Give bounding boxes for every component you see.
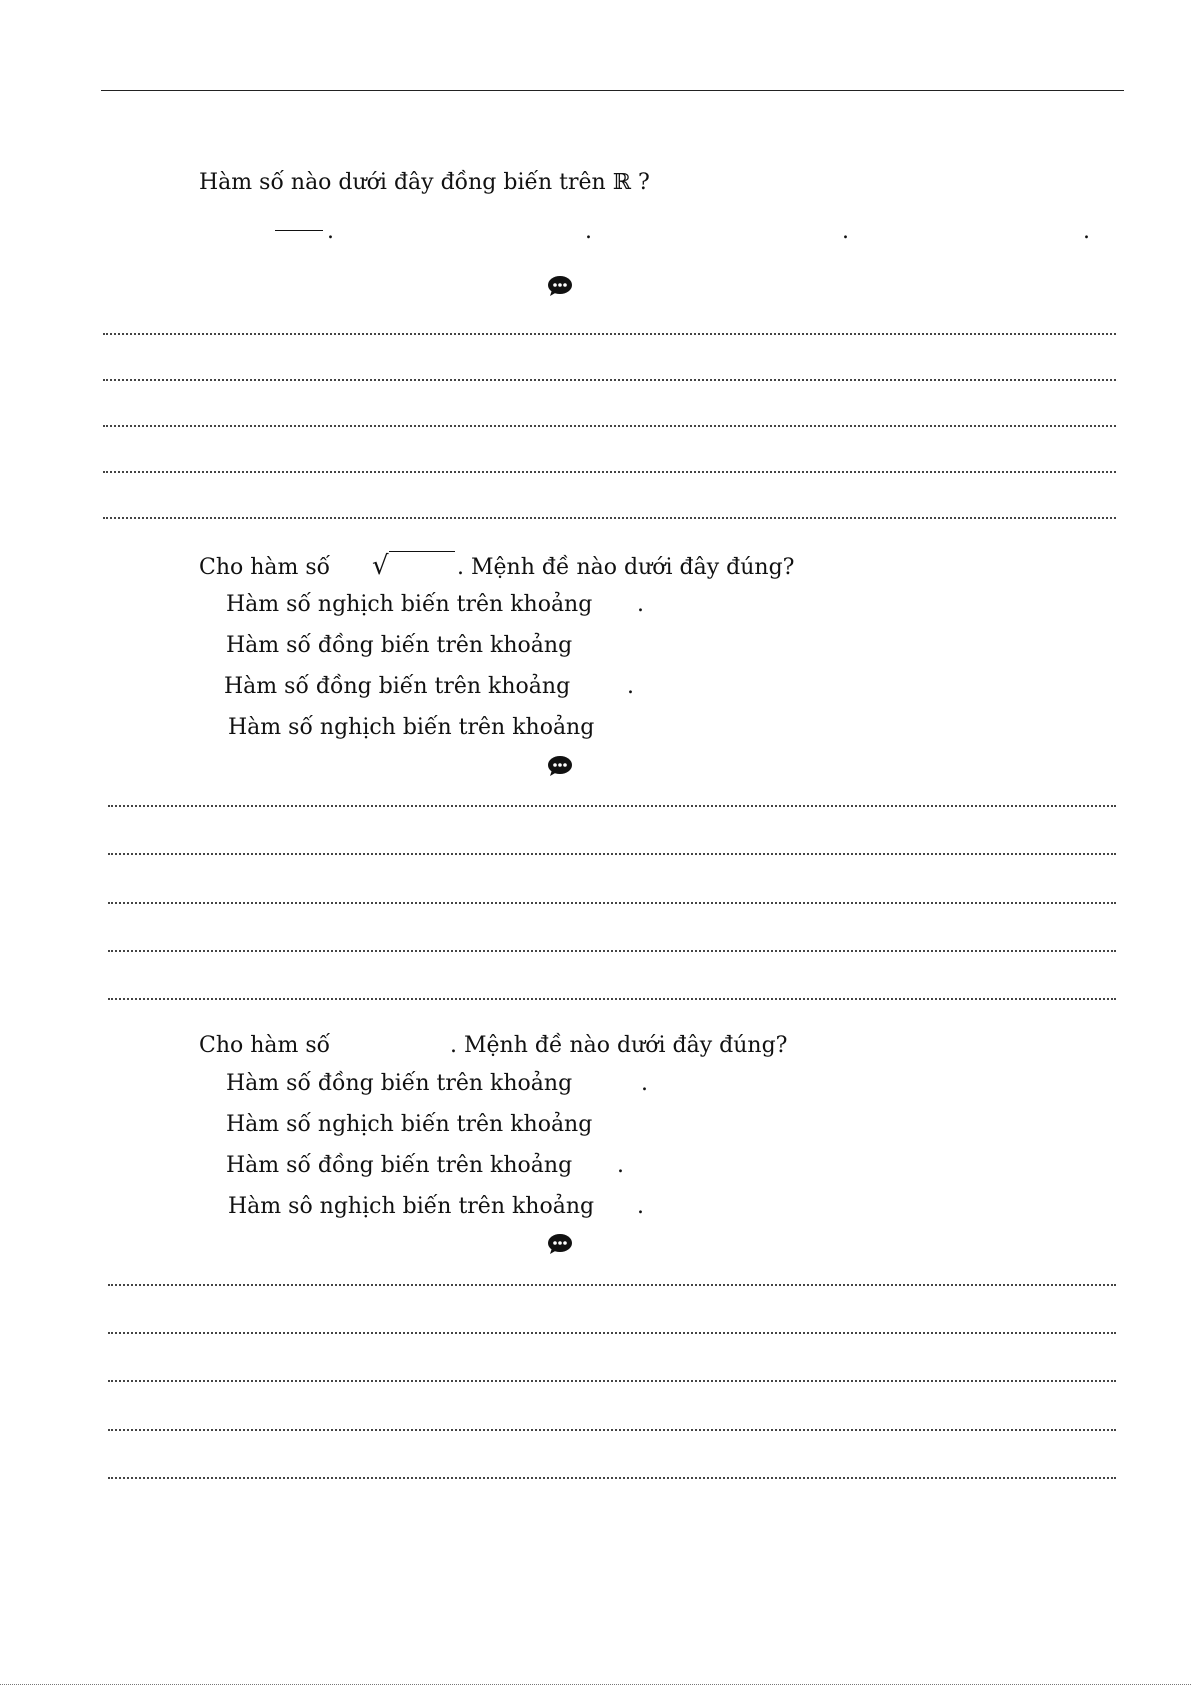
square-root-sign: √: [372, 551, 389, 581]
answer-line[interactable]: [108, 1429, 1116, 1431]
answer-line[interactable]: [108, 853, 1116, 855]
question-2-intro: Cho hàm số: [199, 555, 331, 580]
answer-line[interactable]: [103, 517, 1116, 519]
option-d-period: .: [637, 1194, 644, 1219]
answer-line[interactable]: [103, 333, 1116, 335]
option-a-fraction-bar: [275, 230, 323, 231]
option-b-text[interactable]: Hàm số đồng biến trên khoảng: [226, 633, 573, 658]
header-rule: [101, 90, 1124, 91]
answer-line[interactable]: [108, 1284, 1116, 1286]
option-d-text[interactable]: Hàm số nghịch biến trên khoảng: [228, 715, 595, 740]
option-b-text[interactable]: Hàm số nghịch biến trên khoảng: [226, 1112, 593, 1137]
option-c-period: .: [842, 219, 849, 244]
option-c-text[interactable]: Hàm số đồng biến trên khoảng: [226, 1153, 573, 1178]
option-a-period: .: [637, 592, 644, 617]
option-a-period: .: [327, 219, 334, 244]
question-1-text: Hàm số nào dưới đây đồng biến trên ℝ ?: [199, 170, 650, 195]
option-a-period: .: [641, 1071, 648, 1096]
option-c-period: .: [617, 1153, 624, 1178]
option-d-period: .: [1083, 219, 1090, 244]
question-2-prompt: . Mệnh đề nào dưới đây đúng?: [457, 555, 795, 580]
answer-line[interactable]: [108, 950, 1116, 952]
option-d-text[interactable]: Hàm sô nghịch biến trên khoảng: [228, 1194, 595, 1219]
answer-line[interactable]: [103, 471, 1116, 473]
question-3-intro: Cho hàm số: [199, 1033, 331, 1058]
option-c-text[interactable]: Hàm số đồng biến trên khoảng: [224, 674, 571, 699]
answer-line[interactable]: [103, 425, 1116, 427]
square-root-bar: [389, 551, 455, 552]
answer-line[interactable]: [108, 1380, 1116, 1382]
option-b-period: .: [585, 219, 592, 244]
option-a-text[interactable]: Hàm số nghịch biến trên khoảng: [226, 592, 593, 617]
option-a-text[interactable]: Hàm số đồng biến trên khoảng: [226, 1071, 573, 1096]
answer-line[interactable]: [108, 1332, 1116, 1334]
answer-line[interactable]: [108, 902, 1116, 904]
comment-dots-icon[interactable]: [547, 755, 573, 777]
comment-dots-icon[interactable]: [547, 1233, 573, 1255]
option-c-period: .: [627, 674, 634, 699]
comment-dots-icon[interactable]: [547, 275, 573, 297]
question-3-prompt: . Mệnh đề nào dưới đây đúng?: [450, 1033, 788, 1058]
answer-line[interactable]: [108, 1477, 1116, 1479]
answer-line[interactable]: [108, 805, 1116, 807]
answer-line[interactable]: [103, 379, 1116, 381]
answer-line[interactable]: [108, 998, 1116, 1000]
